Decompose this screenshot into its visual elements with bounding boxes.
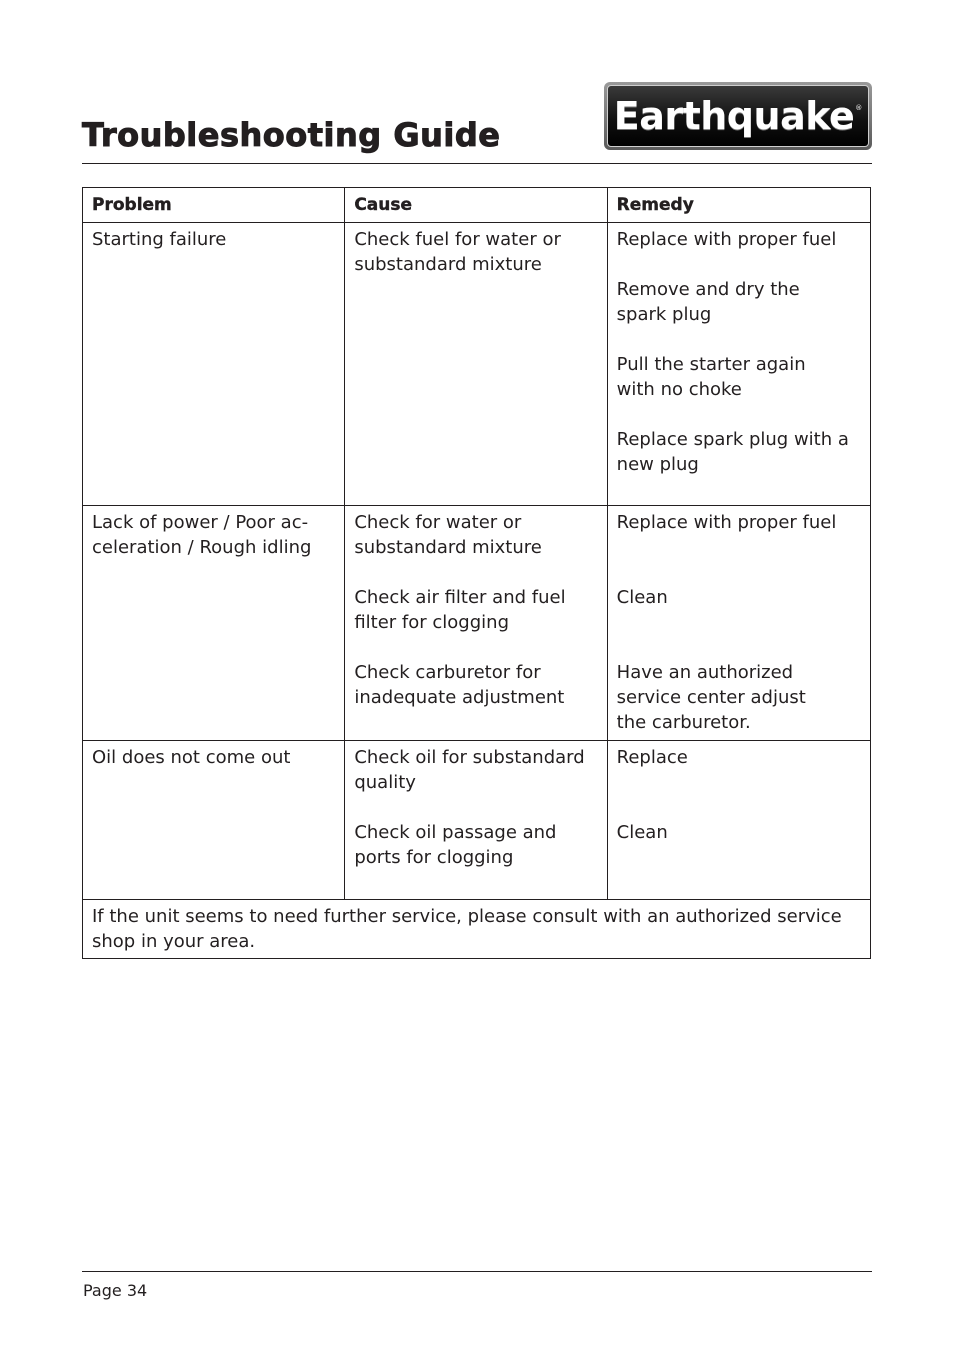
table-header-row [83, 188, 871, 223]
remedy-cell [607, 741, 870, 900]
remedy-text: Replace [616, 747, 688, 768]
header-rule [82, 163, 872, 164]
remedy-text: Replace spark plug with a new plug [616, 429, 849, 475]
cause-cell [345, 506, 607, 741]
problem-text: Lack of power / Poor ac-celeration / Rough idling [92, 512, 312, 558]
cause-cell [345, 223, 607, 506]
page-title: Troubleshooting Guide [82, 116, 501, 154]
cause-text: Check oil for substandard quality [354, 747, 585, 793]
problem-text: Oil does not come out [92, 747, 291, 768]
remedy-text: Have an authorized service center adjust the carburetor. [616, 662, 806, 733]
footer-rule [82, 1271, 872, 1272]
problem-cell [83, 223, 345, 506]
logo-wordmark: Earthquake [613, 94, 855, 138]
page-number: Page 34 [83, 1281, 148, 1300]
cause-text: Check air filter and fuel filter for clogging [354, 587, 566, 633]
problem-text: Starting failure [92, 229, 227, 250]
header-problem: Problem [83, 188, 345, 223]
logo-badge [607, 85, 869, 147]
header-cause: Cause [345, 188, 607, 223]
cause-text: Check oil passage and ports for clogging [354, 822, 557, 868]
remedy-text: Clean [616, 587, 668, 608]
problem-cell [83, 506, 345, 741]
table-footer-row [83, 900, 871, 959]
troubleshooting-table [82, 187, 871, 959]
remedy-text: Clean [616, 822, 668, 843]
remedy-text: Replace with proper fuel [616, 229, 837, 250]
table-row [83, 506, 871, 741]
remedy-text: Remove and dry the spark plug [616, 279, 800, 325]
cause-cell [345, 741, 607, 900]
remedy-cell [607, 223, 870, 506]
table-row [83, 223, 871, 506]
earthquake-logo [604, 82, 872, 150]
cause-text: Check fuel for water or substandard mixture [354, 229, 561, 275]
header-remedy: Remedy [607, 188, 870, 223]
registered-mark: ® [855, 104, 863, 112]
remedy-text: Replace with proper fuel [616, 512, 837, 533]
table-row [83, 741, 871, 900]
footer-note: If the unit seems to need further service, please consult with an authorized service shop in your area. [92, 906, 842, 952]
remedy-text: Pull the starter again with no choke [616, 354, 806, 400]
problem-cell [83, 741, 345, 900]
footer-note-cell [83, 900, 871, 959]
remedy-cell [607, 506, 870, 741]
cause-text: Check carburetor for inadequate adjustment [354, 662, 565, 708]
cause-text: Check for water or substandard mixture [354, 512, 542, 558]
